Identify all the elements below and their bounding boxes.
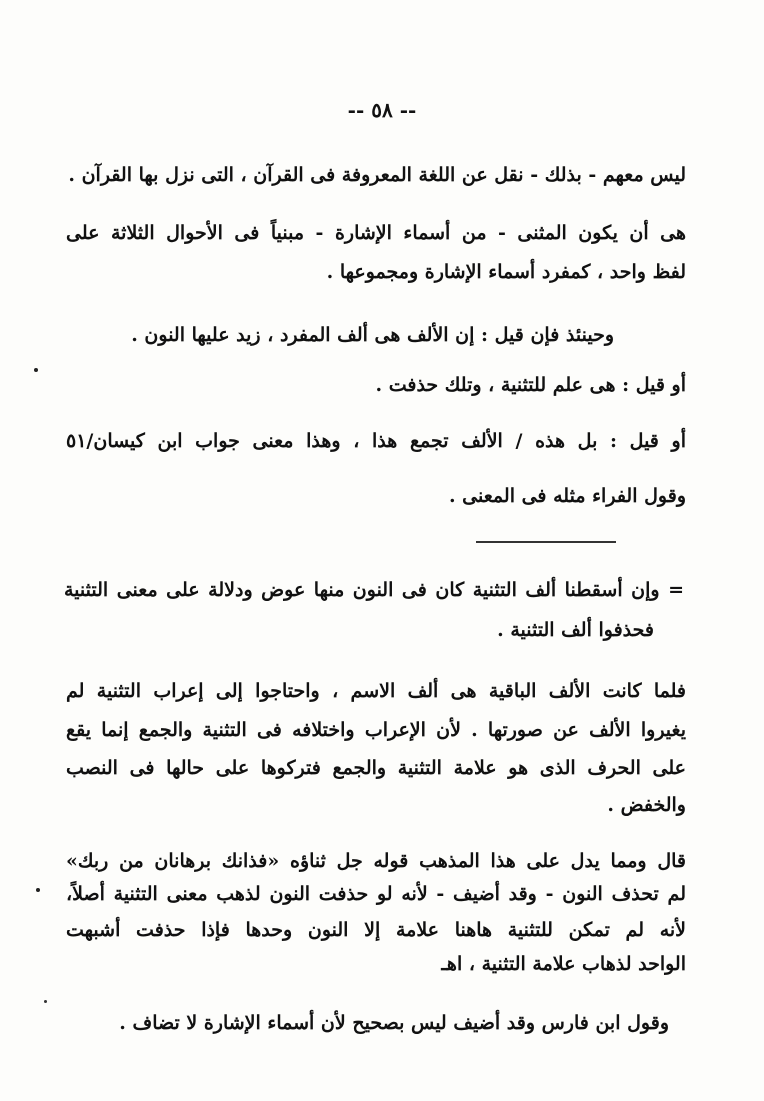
footnote-line-11: وقول ابن فارس وقد أضيف ليس بصحيح لأن أسماء الإشارة لا تضاف .: [119, 1012, 669, 1034]
footnote-line-6: والخفض .: [607, 794, 686, 816]
footnote-line-3: فلما كانت الألف الباقية هى ألف الاسم ، واحتاجوا إلى إعراب التثنية لم: [66, 680, 686, 702]
page-number: -- ٥٨ --: [347, 98, 417, 122]
footnote-line-2: فحذفوا ألف التثنية .: [497, 619, 654, 641]
footnote-line-1: = وإن أسقطنا ألف التثنية كان فى النون منها عوض ودلالة على معنى التثنية: [64, 579, 684, 601]
text-line-6: أو قيل : بل هذه / الألف تجمع هذا ، وهذا معنى جواب ابن كيسان/٥١: [66, 430, 686, 452]
text-line-2: هى أن يكون المثنى - من أسماء الإشارة - مبنياً فى الأحوال الثلاثة على: [66, 222, 686, 244]
footnote-line-9: لأنه لم تمكن للتثنية هاهنا علامة إلا النون وحدها فإذا حذفت أشبهت: [66, 919, 686, 941]
text-line-4: وحينئذ فإن قيل : إن الألف هى ألف المفرد ، زيد عليها النون .: [131, 324, 614, 346]
footnote-line-8: لم تحذف النون - وقد أضيف - لأنه لو حذفت النون لذهب معنى التثنية أصلاً،: [66, 883, 686, 905]
text-line-1: ليس معهم - بذلك - نقل عن اللغة المعروفة فى القرآن ، التى نزل بها القرآن .: [68, 164, 686, 186]
margin-ink-mark: [36, 888, 40, 892]
footnote-line-4: يغيروا الألف عن صورتها . لأن الإعراب واختلافه فى التثنية والجمع إنما يقع: [66, 719, 686, 741]
text-line-5: أو قيل : هى علم للتثنية ، وتلك حذفت .: [375, 374, 686, 396]
margin-ink-mark: [34, 368, 38, 372]
section-divider: [476, 541, 616, 543]
footnote-line-5: على الحرف الذى هو علامة التثنية والجمع فتركوها على حالها فى النصب: [66, 757, 686, 779]
footnote-line-7: قال ومما يدل على هذا المذهب قوله جل ثناؤه «فذانك برهانان من ربك»: [66, 850, 686, 872]
footnote-line-10: الواحد لذهاب علامة التثنية ، اهـ: [441, 953, 686, 975]
text-line-7: وقول الفراء مثله فى المعنى .: [448, 485, 686, 507]
text-line-3: لفظ واحد ، كمفرد أسماء الإشارة ومجموعها .: [326, 261, 686, 283]
margin-ink-dot: [44, 1000, 47, 1003]
